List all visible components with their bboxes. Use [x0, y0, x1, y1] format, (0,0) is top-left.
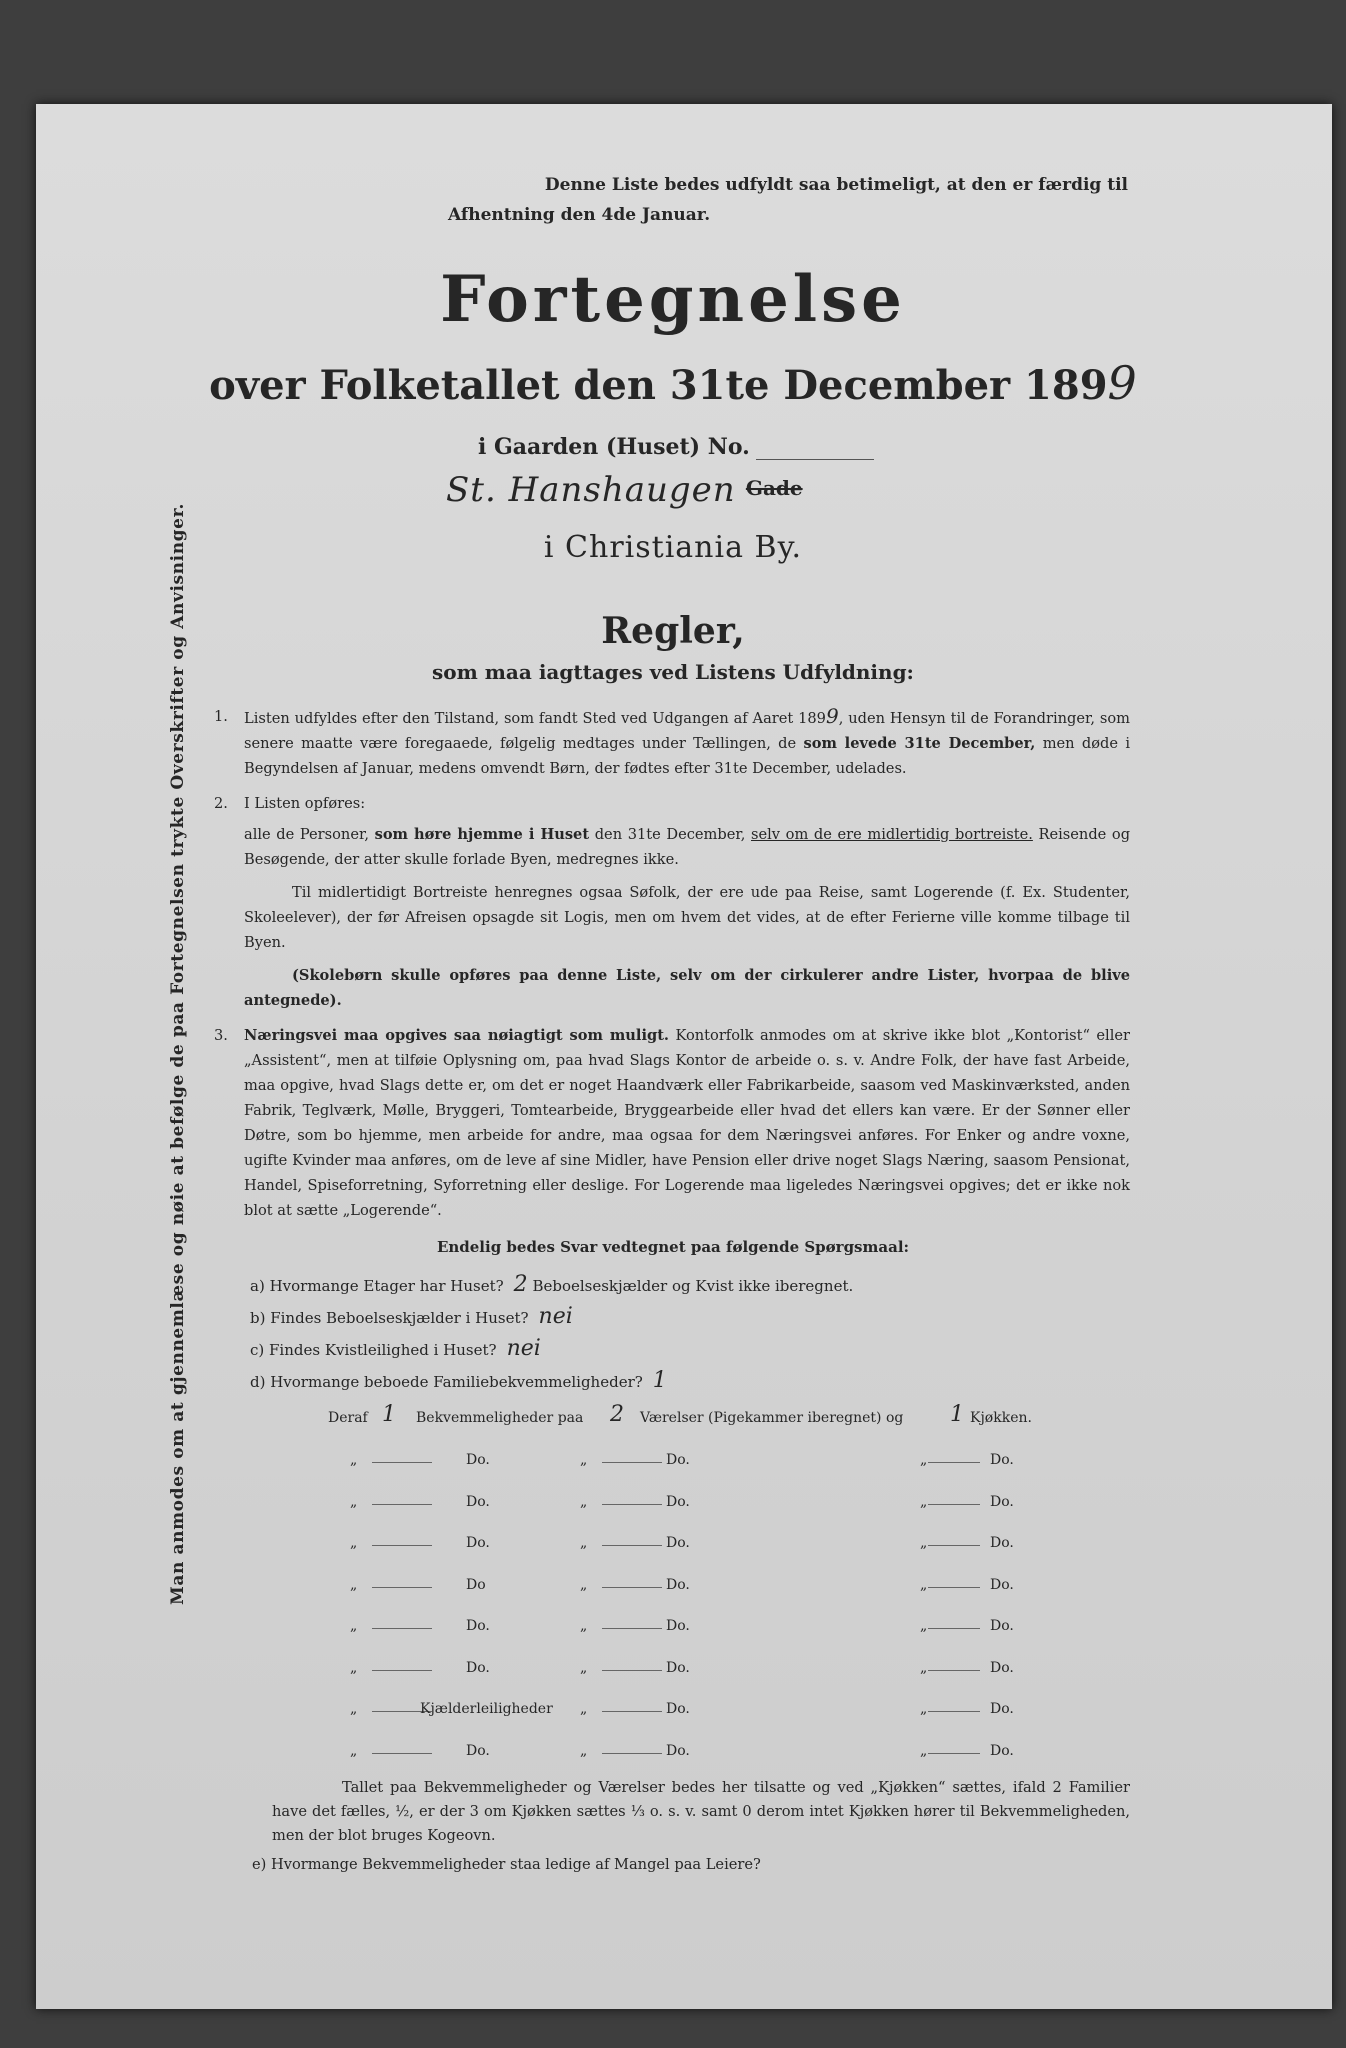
rule-2-body — [244, 822, 1130, 872]
blank-count[interactable] — [928, 1670, 980, 1671]
delivery-notice — [448, 170, 1128, 230]
rule-paragraph: Til midlertidigt Bortreiste henregnes ogsaa Søfolk, der ere ude paa Reise, samt Logerende (f. Ex. Studenter, Skoleelever), der før Afreisen opsagde sit Logis, men om hvem det vides, at de efter Ferierne ville komme tilbage til Byen. — [244, 884, 1130, 951]
blank-count[interactable] — [372, 1587, 432, 1588]
table-row — [280, 1494, 1120, 1518]
notice-line-1: Denne Liste bedes udfyldt saa betimeligt, at den er færdig til — [544, 175, 1128, 195]
rules-list — [214, 704, 1130, 1233]
form-subtitle — [0, 356, 1346, 410]
table-count-dwellings[interactable]: 1 — [382, 1402, 396, 1427]
question-note: Beboelseskjælder og Kvist ikke iberegnet. — [532, 1277, 854, 1295]
rule-number: 3. — [214, 1027, 228, 1044]
rules-subheading: som maa iagttages ved Listens Udfyldning: — [432, 660, 914, 684]
ditto-mark: „ — [350, 1659, 358, 1676]
ditto-mark: „ — [920, 1452, 928, 1468]
rule-emphasis: Næringsvei maa opgives saa nøiagtigt som muligt. — [244, 1027, 670, 1044]
row-label: Do — [466, 1576, 486, 1593]
row-label: Do. — [666, 1493, 690, 1510]
row-label: Do. — [666, 1701, 690, 1717]
row-label: Do. — [666, 1618, 690, 1634]
row-label: Do. — [666, 1576, 690, 1593]
blank-count[interactable] — [928, 1753, 980, 1754]
rule-text: Listen udfyldes efter den Tilstand, som fandt Sted ved Udgangen af Aaret 189 — [244, 710, 826, 727]
blank-count[interactable] — [602, 1504, 662, 1505]
blank-count[interactable] — [372, 1462, 432, 1463]
question-answer[interactable]: 1 — [652, 1368, 667, 1393]
table-row — [280, 1701, 1120, 1725]
blank-count[interactable] — [928, 1545, 980, 1546]
table-row — [280, 1452, 1120, 1476]
rule-2 — [214, 791, 1130, 1013]
row-label: Do. — [666, 1742, 690, 1759]
rule-text: den 31te December, — [594, 826, 746, 843]
ditto-mark: „ — [580, 1659, 588, 1676]
blank-count[interactable] — [928, 1587, 980, 1588]
ditto-mark: „ — [350, 1701, 358, 1717]
row-label: Do. — [990, 1618, 1014, 1634]
gaard-label: i Gaarden (Huset) No. — [478, 434, 750, 460]
row-label: Do. — [666, 1452, 690, 1468]
table-row — [280, 1577, 1120, 1601]
question-label: b) Findes Beboelseskjælder i Huset? — [250, 1309, 529, 1327]
blank-count[interactable] — [372, 1504, 432, 1505]
blank-count[interactable] — [928, 1711, 980, 1712]
question-e: e) Hvormange Bekvemmeligheder staa ledige af Mangel paa Leiere? — [252, 1856, 761, 1873]
rule-emphasis: som levede 31te December, — [803, 735, 1036, 752]
ditto-mark: „ — [920, 1493, 928, 1510]
ditto-mark: „ — [580, 1618, 588, 1634]
ditto-mark: „ — [580, 1535, 588, 1551]
ditto-mark: „ — [580, 1701, 588, 1717]
question-answer[interactable]: nei — [506, 1336, 541, 1361]
table-bekv-label: Bekvemmeligheder paa — [416, 1410, 584, 1426]
row-label: Do. — [466, 1535, 490, 1551]
blank-count[interactable] — [602, 1545, 662, 1546]
rule-3 — [214, 1023, 1130, 1223]
blank-count[interactable] — [928, 1462, 980, 1463]
blank-count[interactable] — [602, 1753, 662, 1754]
ditto-mark: „ — [920, 1701, 928, 1717]
ditto-mark: „ — [920, 1742, 928, 1759]
side-instruction: Man anmodes om at gjennemlæse og nøie at befølge de paa Fortegnelsen trykte Overskrifter og Anvisninger. — [168, 502, 188, 1605]
question-label: d) Hvormange beboede Familiebekvemmeligheder? — [250, 1373, 643, 1391]
row-label: Do. — [666, 1659, 690, 1676]
blank-count[interactable] — [372, 1753, 432, 1754]
row-label: Do. — [466, 1742, 490, 1759]
question-a — [250, 1272, 853, 1297]
question-label: c) Findes Kvistleilighed i Huset? — [250, 1341, 497, 1359]
dwelling-table-header — [280, 1402, 1120, 1434]
table-count-rooms[interactable]: 2 — [610, 1402, 624, 1427]
ditto-mark: „ — [580, 1493, 588, 1510]
blank-count[interactable] — [372, 1628, 432, 1629]
rule-paragraph: (Skolebørn skulle opføres paa denne Liste, selv om der cirkulerer andre Lister, hvorpaa de blive antegnede). — [244, 967, 1130, 1009]
question-c — [250, 1336, 541, 1361]
ditto-mark: „ — [350, 1535, 358, 1551]
question-b — [250, 1304, 573, 1329]
question-answer[interactable]: 2 — [513, 1272, 528, 1297]
street-line — [446, 470, 803, 510]
row-label: Do. — [666, 1535, 690, 1551]
rule-number: 2. — [214, 795, 228, 812]
rules-heading: Regler, — [601, 610, 745, 652]
rule-text: alle de Personer, — [244, 826, 369, 843]
year-handwritten: 9 — [825, 704, 839, 728]
row-label: Do. — [466, 1493, 490, 1510]
table-deraf: Deraf — [328, 1410, 368, 1426]
subtitle-text: over Folketallet den 31te December 189 — [209, 362, 1108, 409]
question-answer[interactable]: nei — [538, 1304, 573, 1329]
rule-text: Reisende og Besøgende, der atter skulle forlade Byen, medregnes ikke. — [244, 826, 1131, 868]
ditto-mark: „ — [580, 1742, 588, 1759]
rule-underlined: selv om de ere midlertidig bortreiste. — [751, 826, 1033, 843]
table-row — [280, 1660, 1120, 1684]
gade-label: Gade — [745, 476, 803, 500]
blank-count[interactable] — [928, 1504, 980, 1505]
ditto-mark: „ — [350, 1576, 358, 1593]
row-label: Do. — [990, 1493, 1014, 1510]
rule-text: men døde i Begyndelsen af Januar, medens omvendt Børn, der fødtes efter 31te December, udelades. — [244, 735, 1130, 777]
form-title: Fortegnelse — [440, 262, 906, 337]
table-rooms-label: Værelser (Pigekammer iberegnet) og — [640, 1410, 904, 1426]
street-handwritten: St. Hanshaugen — [446, 470, 736, 510]
year-handwritten: 9 — [1107, 356, 1137, 410]
rule-1 — [214, 704, 1130, 781]
ditto-mark: „ — [920, 1576, 928, 1593]
rule-emphasis: som høre hjemme i Huset — [374, 826, 590, 843]
row-label: Do. — [466, 1452, 490, 1468]
row-label: Do. — [990, 1659, 1014, 1676]
blank-count[interactable] — [372, 1545, 432, 1546]
ditto-mark: „ — [350, 1493, 358, 1510]
closing-instruction: Tallet paa Bekvemmeligheder og Værelser bedes her tilsatte og ved „Kjøkken“ sættes, ifald 2 Familier have det fælles, ½, er der 3 om Kjøkken sættes ⅓ o. s. v. samt 0 derom intet Kjøkken hører til Bekvemmeligheden, men der blot bruges Kogeovn. — [272, 1779, 1130, 1844]
notice-line-2: Afhentning den 4de Januar. — [448, 205, 711, 225]
blank-count[interactable] — [602, 1628, 662, 1629]
questions-intro: Endelig bedes Svar vedtegnet paa følgende Spørgsmaal: — [436, 1238, 910, 1256]
ditto-mark: „ — [350, 1742, 358, 1759]
question-label: a) Hvormange Etager har Huset? — [250, 1277, 504, 1295]
ditto-mark: „ — [920, 1535, 928, 1551]
gaard-line — [478, 434, 874, 460]
table-row — [280, 1743, 1120, 1767]
blank-count[interactable] — [602, 1587, 662, 1588]
row-label: Do. — [990, 1576, 1014, 1593]
city-line: i Christiania By. — [543, 530, 803, 565]
row-label: Do. — [466, 1618, 490, 1634]
row-label: Do. — [990, 1535, 1014, 1551]
blank-count[interactable] — [372, 1670, 432, 1671]
blank-count[interactable] — [602, 1462, 662, 1463]
table-row — [280, 1618, 1120, 1642]
row-label: Do. — [990, 1452, 1014, 1468]
row-label: Do. — [990, 1701, 1014, 1717]
rule-number: 1. — [214, 708, 228, 725]
table-row — [280, 1535, 1120, 1559]
ditto-mark: „ — [350, 1452, 358, 1468]
blank-count[interactable] — [602, 1670, 662, 1671]
row-label: Kjælderleiligheder — [420, 1701, 553, 1717]
rule-text: Kontorfolk anmodes om at skrive ikke blot „Kontorist“ eller „Assistent“, men at tilføie Oplysning om, paa hvad Slags Kontor de arbeide o. s. v. Andre Folk, der have fast Arbeide, maa opgive, hvad Slags dette er, om det er noget Haandværk eller Fabrikarbeide, saasom ved Maskinværksted, anden Fabrik, Teglværk, Mølle, Bryggeri, Tomtearbeide, Bryggearbeide eller hvad det ellers kan være. Er der Sønner eller Døtre, som bo hjemme, men arbeide for andre, maa ogsaa for dem Næringsvei anføres. For Enker og andre voxne, ugifte Kvinder maa anføres, om de leve af sine Midler, have Pension eller drive noget Slags Næring, saasom Pensionat, Handel, Spiseforretning, Syforretning eller deslige. For Logerende maa ligeledes Næringsvei opgives; det er ikke nok blot at sætte „Logerende“. — [244, 1027, 1130, 1219]
rule-text: , uden Hensyn til de Forandringer, som senere maatte være foregaaede, følgelig medtages under Tællingen, de — [244, 710, 1131, 752]
rule-intro: I Listen opføres: — [244, 795, 366, 812]
ditto-mark: „ — [920, 1618, 928, 1634]
table-count-kitchens[interactable]: 1 — [950, 1402, 964, 1427]
table-kitchen-label: Kjøkken. — [970, 1410, 1032, 1426]
row-label: Do. — [466, 1659, 490, 1676]
blank-count[interactable] — [602, 1711, 662, 1712]
ditto-mark: „ — [580, 1452, 588, 1468]
ditto-mark: „ — [580, 1576, 588, 1593]
gaard-number-field[interactable] — [756, 459, 874, 460]
blank-count[interactable] — [928, 1628, 980, 1629]
row-label: Do. — [990, 1742, 1014, 1759]
question-d — [250, 1368, 667, 1393]
ditto-mark: „ — [920, 1659, 928, 1676]
ditto-mark: „ — [350, 1618, 358, 1634]
